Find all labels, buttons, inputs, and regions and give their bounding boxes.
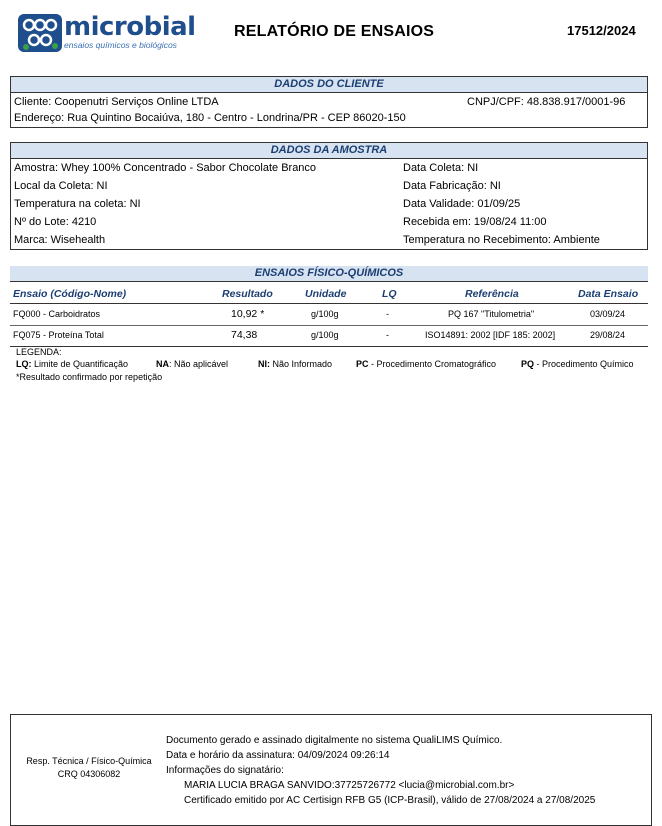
row-reference: PQ 167 "Titulometria": [448, 309, 535, 319]
divider: [10, 303, 648, 304]
page-title: RELATÓRIO DE ENSAIOS: [234, 23, 435, 40]
sample-section-title: DADOS DA AMOSTRA: [11, 143, 647, 158]
sample-name: Amostra: Whey 100% Concentrado - Sabor Chocolate Branco: [14, 162, 317, 174]
row-test-name: FQ075 - Proteína Total: [13, 330, 104, 340]
legend-text: Limite de Quantificação: [31, 359, 129, 369]
sample-temperature: Temperatura na coleta: NI: [14, 198, 141, 210]
sample-received: Recebida em: 19/08/24 11:00: [403, 216, 547, 228]
resp-registration: CRQ 04306082: [57, 769, 121, 779]
row-test-name: FQ000 - Carboidratos: [13, 309, 101, 319]
table-header: [10, 288, 648, 302]
divider: [10, 325, 648, 326]
signature-line-2: Data e horário da assinatura: 04/09/2024 09:26:14: [166, 750, 390, 761]
row-test-date: 03/09/24: [590, 309, 626, 319]
legend-item-pq: [521, 359, 634, 369]
row-test-date: 29/08/24: [590, 330, 626, 340]
row-unit: g/100g: [311, 330, 339, 340]
report-number: 17512/2024: [567, 23, 636, 38]
sample-expiry-date: Data Validade: 01/09/25: [403, 198, 521, 210]
client-section-title: DADOS DO CLIENTE: [11, 77, 647, 92]
legend-abbr: NI:: [258, 359, 270, 369]
header: [0, 0, 662, 60]
sample-section: [10, 142, 648, 250]
column-header-test-date: Data Ensaio: [578, 288, 639, 300]
column-header-reference: Referência: [465, 288, 519, 300]
signature-line-3: Informações do signatário:: [166, 765, 284, 776]
legend-text: - Procedimento Cromatográfico: [368, 359, 497, 369]
tests-section: [10, 266, 648, 346]
sample-lot: Nº do Lote: 4210: [14, 216, 97, 228]
logo-tagline: ensaios químicos e biológicos: [64, 40, 177, 50]
divider: [11, 92, 647, 93]
sample-brand: Marca: Wisehealth: [14, 234, 106, 246]
legend-abbr: PC: [356, 359, 369, 369]
client-name: Cliente: Coopenutri Serviços Online LTDA: [14, 96, 219, 108]
legend: [14, 347, 654, 387]
signature-footer: [10, 714, 652, 826]
row-result: 74,38: [231, 329, 258, 341]
client-section: [10, 76, 648, 128]
legend-item-lq: [16, 359, 128, 369]
divider: [11, 158, 647, 159]
legend-note: *Resultado confirmado por repetição: [16, 372, 163, 382]
legend-item-ni: [258, 359, 332, 369]
legend-title: LEGENDA:: [16, 347, 62, 357]
column-header-lq: LQ: [382, 288, 397, 300]
client-cnpj: CNPJ/CPF: 48.838.917/0001-96: [467, 96, 626, 108]
signature-line-1: Documento gerado e assinado digitalmente no sistema QualiLIMS Químico.: [166, 735, 503, 746]
tests-section-title: ENSAIOS FÍSICO-QUÍMICOS: [10, 266, 648, 281]
column-header-result: Resultado: [222, 288, 273, 300]
row-reference: ISO14891: 2002 [IDF 185: 2002]: [425, 330, 556, 340]
legend-text: - Procedimento Químico: [534, 359, 634, 369]
table-row: [10, 306, 648, 324]
client-address: Endereço: Rua Quintino Bocaiúva, 180 - Centro - Londrina/PR - CEP 86020-150: [14, 112, 406, 124]
signature-line-5: Certificado emitido por AC Certisign RFB G5 (ICP-Brasil), válido de 27/08/2024 a 27/08/2025: [184, 795, 596, 806]
legend-item-na: [156, 359, 228, 369]
technical-responsible: [11, 755, 167, 781]
sample-manufacture-date: Data Fabricação: NI: [403, 180, 501, 192]
logo-name: microbial: [64, 12, 196, 42]
signature-line-4: MARIA LUCIA BRAGA SANVIDO:37725726772 <lucia@microbial.com.br>: [184, 780, 515, 791]
sample-collection-date: Data Coleta: NI: [403, 162, 479, 174]
legend-abbr: LQ:: [16, 359, 32, 369]
legend-text: : Não aplicável: [169, 359, 229, 369]
legend-item-pc: [356, 359, 496, 369]
table-row: [10, 327, 648, 345]
row-result: 10,92 *: [231, 308, 265, 320]
sample-receipt-temperature: Temperatura no Recebimento: Ambiente: [403, 234, 600, 246]
row-lq: -: [386, 330, 389, 340]
legend-abbr: PQ: [521, 359, 535, 369]
row-lq: -: [386, 309, 389, 319]
divider: [10, 281, 648, 282]
row-unit: g/100g: [311, 309, 339, 319]
column-header-unit: Unidade: [305, 288, 347, 300]
column-header-test: Ensaio (Código-Nome): [13, 288, 127, 300]
resp-title: Resp. Técnica / Físico-Química: [26, 756, 152, 766]
microbial-logo-icon: [18, 14, 62, 52]
legend-abbr: NA: [156, 359, 169, 369]
legend-text: Não Informado: [270, 359, 333, 369]
sample-location: Local da Coleta: NI: [14, 180, 108, 192]
